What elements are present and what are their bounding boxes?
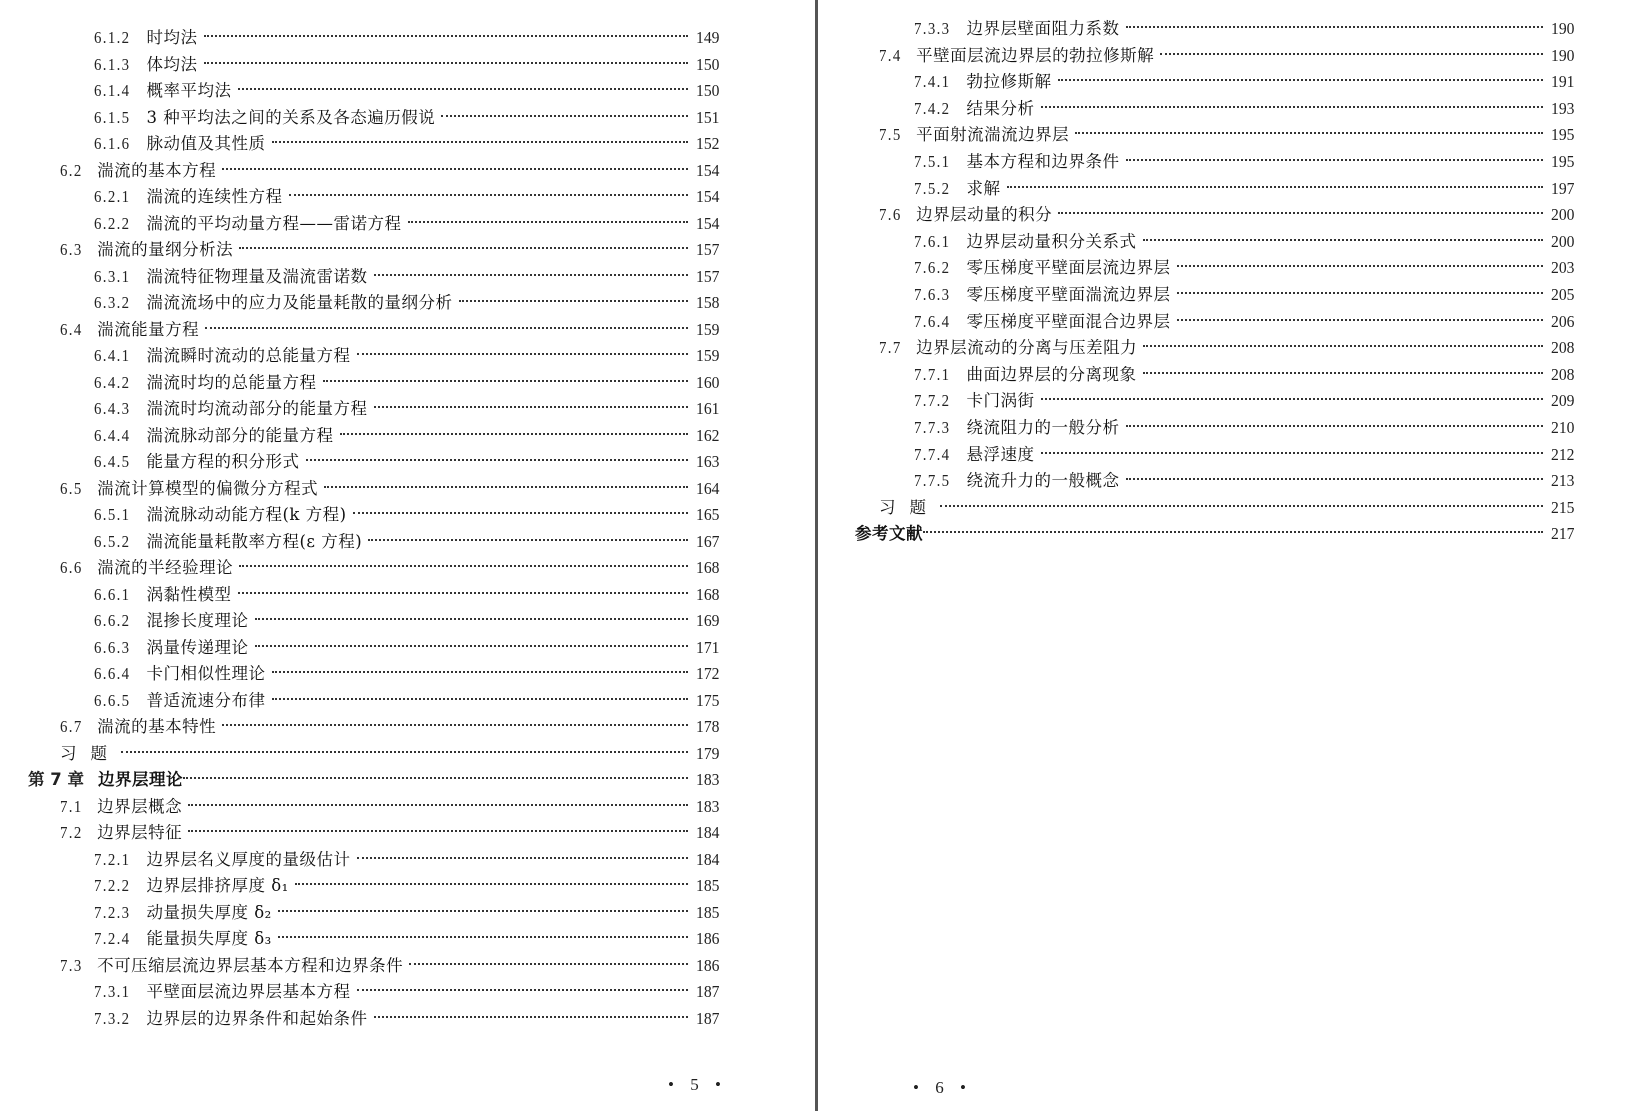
toc-entry-page-number: 158: [696, 293, 720, 312]
toc-entry-page-number: 208: [1551, 364, 1575, 384]
toc-entry-title: 绕流阻力的一般分析: [966, 418, 1120, 437]
toc-entry-title: 曲面边界层的分离现象: [966, 364, 1137, 384]
toc-entry-title: 湍流的连续性方程: [146, 187, 283, 206]
toc-entry[interactable]: [94, 583, 726, 607]
toc-entry-page-number: 159: [696, 346, 720, 365]
toc-entry[interactable]: [94, 132, 726, 156]
toc-entry-title: 湍流脉动部分的能量方程: [146, 425, 334, 445]
toc-entry[interactable]: [94, 980, 726, 1004]
dot-leader: [1075, 132, 1543, 134]
toc-entry[interactable]: [94, 636, 726, 660]
toc-entry[interactable]: [60, 954, 726, 978]
toc-entry-number: 7.3.2: [94, 1008, 131, 1028]
toc-entry-number: 7.2.4: [94, 929, 131, 948]
toc-entry-page-number: 160: [696, 372, 720, 392]
toc-entry-number: 6.6.2: [94, 611, 131, 630]
toc-page-left: [0, 0, 815, 1111]
toc-entry-title: 普适流速分布律: [146, 690, 266, 710]
toc-entry-title: 边界层壁面阻力系数: [966, 19, 1120, 38]
toc-entry[interactable]: [914, 469, 1581, 493]
dot-leader: [188, 830, 688, 832]
toc-entry-title: 混掺长度理论: [146, 611, 249, 630]
toc-entry[interactable]: [60, 318, 726, 342]
dot-leader: [204, 62, 689, 64]
toc-entry-page-number: 193: [1551, 98, 1575, 118]
toc-entry[interactable]: [60, 477, 726, 501]
toc-entry-page-number: 200: [1551, 205, 1575, 225]
toc-entry[interactable]: [914, 416, 1581, 440]
dot-leader: [188, 804, 688, 806]
dot-leader: [306, 459, 689, 461]
dot-leader: [1126, 425, 1544, 427]
toc-entry-title: 零压梯度平壁面湍流边界层: [966, 285, 1171, 304]
toc-entry-page-number: 185: [696, 876, 720, 895]
toc-entry-page-number: 184: [696, 823, 720, 842]
toc-entry[interactable]: [914, 283, 1581, 307]
toc-entry-number: 7.7.5: [914, 471, 951, 491]
toc-entry-title: 湍流脉动动能方程(k 方程): [146, 505, 347, 524]
toc-entry-page-number: 208: [1551, 338, 1575, 358]
toc-entry-number: 7.6.1: [914, 231, 951, 251]
toc-entry[interactable]: [94, 106, 726, 130]
toc-entry-title: 涡量传递理论: [146, 637, 249, 657]
toc-entry[interactable]: [94, 848, 726, 872]
dot-leader: [1160, 53, 1543, 55]
dot-leader: [323, 380, 689, 382]
dot-leader: [222, 724, 688, 726]
dot-leader: [368, 539, 688, 541]
toc-entry-page-number: 154: [696, 213, 720, 233]
toc-entry[interactable]: [94, 185, 726, 209]
toc-entry-number: 7.7: [879, 338, 902, 358]
toc-entry[interactable]: [914, 17, 1581, 41]
toc-entry-page-number: 168: [696, 558, 720, 577]
toc-entry-number: 6.3: [60, 240, 83, 259]
toc-entry-page-number: 186: [696, 929, 720, 948]
toc-entry-number: 6.5.1: [94, 505, 131, 524]
toc-entry-title: 卡门涡街: [966, 391, 1035, 411]
toc-entry[interactable]: [914, 177, 1581, 201]
toc-entry-title: 结果分析: [966, 98, 1035, 118]
toc-entry-title: 湍流时均的总能量方程: [146, 372, 317, 392]
toc-entry-title: 边界层排挤厚度 δ₁: [146, 876, 289, 895]
toc-entry-number: 6.2.1: [94, 187, 131, 206]
toc-entry-page-number: 212: [1551, 444, 1575, 464]
dot-leader: [1177, 319, 1544, 321]
toc-entry[interactable]: [879, 496, 1581, 520]
toc-entry[interactable]: [60, 715, 726, 739]
toc-entry-page-number: 191: [1551, 72, 1575, 92]
toc-entry-title: 求解: [966, 178, 1001, 198]
dot-leader: [1143, 239, 1544, 241]
dot-leader: [923, 531, 1543, 533]
toc-entry[interactable]: [94, 53, 726, 77]
toc-entry-page-number: 157: [696, 266, 720, 286]
toc-entry-title: 边界层名义厚度的量级估计: [146, 849, 351, 869]
toc-entry-title: 边界层动量积分关系式: [966, 231, 1137, 251]
toc-entry-number: 6.7: [60, 717, 83, 736]
toc-entry-number: 7.7.2: [914, 391, 951, 411]
toc-entry-number: 6.1.3: [94, 54, 131, 74]
toc-page-right: [817, 0, 1634, 1111]
toc-entry-page-number: 205: [1551, 285, 1575, 304]
toc-entry-number: 6.6.4: [94, 664, 131, 683]
dot-leader: [272, 141, 689, 143]
toc-entry-number: 6.4.5: [94, 452, 131, 471]
toc-entry-number: 6.3.1: [94, 266, 131, 286]
toc-entry[interactable]: [94, 212, 726, 236]
toc-entry-title: 湍流的半经验理论: [97, 558, 234, 577]
dot-leader: [1143, 372, 1544, 374]
dot-leader: [1007, 186, 1544, 188]
dot-leader: [278, 910, 688, 912]
toc-entry[interactable]: [914, 363, 1581, 387]
toc-entry[interactable]: [94, 26, 726, 50]
toc-entry-title: 边界层动量的积分: [916, 205, 1053, 225]
toc-entry-page-number: 195: [1551, 152, 1575, 171]
dot-leader: [239, 565, 688, 567]
toc-entry-number: 6.6.3: [94, 637, 131, 657]
toc-entry-number: 6.4.1: [94, 346, 131, 365]
toc-entry-page-number: 172: [696, 664, 720, 683]
toc-entry-page-number: 210: [1551, 418, 1575, 437]
dot-leader: [340, 433, 689, 435]
toc-entry-page-number: 162: [696, 425, 720, 445]
toc-entry[interactable]: [94, 450, 726, 474]
toc-entry-page-number: 186: [696, 955, 720, 975]
dot-leader: [940, 505, 1543, 507]
toc-entry-title: 基本方程和边界条件: [966, 152, 1120, 171]
toc-entry-page-number: 197: [1551, 178, 1575, 198]
toc-entry-page-number: 164: [696, 478, 720, 498]
toc-entry-title: 边界层特征: [97, 823, 183, 842]
toc-entry-page-number: 190: [1551, 19, 1575, 38]
toc-entry[interactable]: [914, 97, 1581, 121]
toc-entry-title: 动量损失厚度 δ₂: [146, 902, 272, 922]
toc-entry-page-number: 175: [696, 690, 720, 710]
dot-leader: [1126, 159, 1544, 161]
toc-entry-number: 6.6: [60, 558, 83, 577]
toc-entry-title: 脉动值及其性质: [146, 134, 266, 153]
toc-entry-page-number: 206: [1551, 311, 1575, 331]
toc-entry-page-number: 165: [696, 505, 720, 524]
toc-entry-number: 6.1.5: [94, 107, 131, 127]
toc-entry-page-number: 179: [696, 743, 720, 763]
toc-entry-title: 习题: [60, 743, 121, 763]
toc-entry-page-number: 185: [696, 902, 720, 922]
dot-leader: [408, 221, 689, 223]
dot-leader: [441, 115, 688, 117]
toc-entry-number: 7.7.1: [914, 364, 951, 384]
toc-entry-page-number: 203: [1551, 258, 1575, 278]
toc-entry[interactable]: [855, 522, 1581, 546]
toc-entry[interactable]: [94, 530, 726, 554]
toc-entry-title: 平壁面层流边界层的勃拉修斯解: [916, 45, 1155, 65]
dot-leader: [121, 751, 688, 753]
toc-entry[interactable]: [60, 795, 726, 819]
toc-entry-title: 平壁面层流边界层基本方程: [146, 982, 351, 1001]
dot-leader: [459, 300, 689, 302]
toc-entry-title: 湍流流场中的应力及能量耗散的量纲分析: [146, 293, 453, 312]
toc-entry-title: 3 种平均法之间的关系及各态遍历假说: [146, 107, 436, 127]
toc-entry[interactable]: [879, 336, 1581, 360]
toc-entry-number: 7.7.4: [914, 444, 951, 464]
dot-leader: [324, 486, 688, 488]
toc-entry[interactable]: [879, 123, 1581, 147]
toc-entry-title: 参考文献: [855, 524, 923, 544]
dot-leader: [255, 618, 689, 620]
toc-entry-page-number: 213: [1551, 471, 1575, 491]
toc-entry-number: 7.2.1: [94, 849, 131, 869]
toc-entry-number: 6.6.1: [94, 584, 131, 604]
dot-leader: [1177, 265, 1544, 267]
toc-entry-title: 能量损失厚度 δ₃: [146, 929, 272, 948]
toc-entry-page-number: 190: [1551, 45, 1575, 65]
toc-entry-title: 平面射流湍流边界层: [916, 125, 1070, 145]
toc-entry[interactable]: [94, 689, 726, 713]
dot-leader: [357, 857, 689, 859]
toc-entry-number: 6.6.5: [94, 690, 131, 710]
toc-entry-title: 湍流的平均动量方程——雷诺方程: [146, 213, 402, 233]
toc-entry-title: 边界层概念: [97, 796, 183, 816]
toc-entry-page-number: 159: [696, 319, 720, 339]
toc-entry-number: 6.5: [60, 478, 83, 498]
toc-entry[interactable]: [94, 424, 726, 448]
dot-leader: [289, 194, 689, 196]
dot-leader: [374, 1016, 689, 1018]
toc-entry-title: 湍流的基本特性: [97, 717, 217, 736]
toc-entry-page-number: 150: [696, 81, 720, 100]
toc-entry[interactable]: [914, 310, 1581, 334]
toc-entry-page-number: 151: [696, 107, 720, 127]
toc-entry-number: 7.4.2: [914, 98, 951, 118]
toc-entry-number: 7.6: [879, 205, 902, 225]
dot-leader: [357, 353, 689, 355]
toc-entry[interactable]: [94, 397, 726, 421]
dot-leader: [1041, 106, 1544, 108]
dot-leader: [409, 963, 688, 965]
dot-leader: [238, 88, 689, 90]
dot-leader: [272, 698, 689, 700]
toc-entry[interactable]: [94, 291, 726, 315]
toc-entry-title: 体均法: [146, 54, 198, 74]
toc-entry-title: 湍流时均流动部分的能量方程: [146, 399, 368, 418]
toc-entry[interactable]: [914, 230, 1581, 254]
toc-entry[interactable]: [94, 927, 726, 951]
toc-entry-page-number: 200: [1551, 231, 1575, 251]
toc-entry-page-number: 150: [696, 54, 720, 74]
dot-leader: [204, 35, 689, 37]
toc-entry[interactable]: [60, 821, 726, 845]
toc-entry[interactable]: [28, 768, 726, 792]
toc-entry-number: 6.5.2: [94, 531, 131, 551]
toc-entry-number: 6.3.2: [94, 293, 131, 312]
toc-entry-title: 边界层理论: [97, 770, 183, 789]
dot-leader: [1041, 398, 1544, 400]
toc-entry[interactable]: [879, 44, 1581, 68]
toc-entry-title: 零压梯度平壁面混合边界层: [966, 311, 1171, 331]
toc-entry-title: 湍流瞬时流动的总能量方程: [146, 346, 351, 365]
toc-entry[interactable]: [879, 203, 1581, 227]
toc-entry-page-number: 215: [1551, 497, 1575, 517]
toc-entry-number: 7.6.2: [914, 258, 951, 278]
toc-entry[interactable]: [94, 79, 726, 103]
toc-entry-number: 7.2.2: [94, 876, 131, 895]
toc-entry-page-number: 187: [696, 982, 720, 1001]
toc-entry-title: 湍流能量耗散率方程(ε 方程): [146, 531, 363, 551]
toc-entry-title: 卡门相似性理论: [146, 664, 266, 683]
toc-entry[interactable]: [914, 150, 1581, 174]
toc-entry-number: 7.2: [60, 823, 83, 842]
toc-entry-title: 零压梯度平壁面层流边界层: [966, 258, 1171, 278]
dot-leader: [357, 989, 689, 991]
toc-entry-title: 涡黏性模型: [146, 584, 232, 604]
dot-leader: [222, 168, 688, 170]
dot-leader: [183, 777, 688, 779]
toc-entry-number: 7.2.3: [94, 902, 131, 922]
toc-entry-title: 概率平均法: [146, 81, 232, 100]
page-number-footer-right: • 6 •: [913, 1078, 972, 1097]
toc-entry-page-number: 183: [696, 796, 720, 816]
toc-entry[interactable]: [60, 238, 726, 262]
toc-entry[interactable]: [94, 265, 726, 289]
toc-entry[interactable]: [60, 742, 726, 766]
toc-entry-page-number: 163: [696, 452, 720, 471]
toc-entry-title: 勃拉修斯解: [966, 72, 1052, 92]
toc-entry-page-number: 178: [696, 717, 720, 736]
toc-entry-page-number: 168: [696, 584, 720, 604]
toc-entry-page-number: 183: [696, 770, 720, 789]
toc-entry[interactable]: [914, 70, 1581, 94]
toc-entry-number: 7.4.1: [914, 72, 951, 92]
toc-entry-title: 能量方程的积分形式: [146, 452, 300, 471]
toc-entry[interactable]: [94, 874, 726, 898]
toc-entry-page-number: 161: [696, 399, 720, 418]
toc-entry[interactable]: [914, 256, 1581, 280]
toc-entry-title: 湍流能量方程: [97, 319, 200, 339]
toc-entry-number: 6.4.4: [94, 425, 131, 445]
toc-entry-number: 7.3.1: [94, 982, 131, 1001]
toc-entry-number: 第 7 章: [28, 770, 84, 789]
toc-entry-number: 7.5.2: [914, 178, 951, 198]
toc-entry-page-number: 154: [696, 160, 720, 180]
toc-entry[interactable]: [60, 159, 726, 183]
toc-entry-number: 7.3.3: [914, 19, 951, 38]
dot-leader: [1058, 212, 1543, 214]
toc-entry[interactable]: [94, 503, 726, 527]
dot-leader: [353, 512, 688, 514]
toc-entry-number: 7.5: [879, 125, 902, 145]
dot-leader: [1126, 478, 1544, 480]
toc-entry[interactable]: [94, 662, 726, 686]
toc-entry-number: 7.6.3: [914, 285, 951, 304]
dot-leader: [1177, 292, 1544, 294]
toc-entry-title: 不可压缩层流边界层基本方程和边界条件: [97, 955, 404, 975]
toc-entry[interactable]: [914, 443, 1581, 467]
toc-entry-title: 湍流的量纲分析法: [97, 240, 234, 259]
toc-entry-number: 6.4: [60, 319, 83, 339]
dot-leader: [295, 883, 688, 885]
toc-entry-page-number: 195: [1551, 125, 1575, 145]
toc-entry-page-number: 152: [696, 134, 720, 153]
dot-leader: [1126, 26, 1544, 28]
toc-entry-page-number: 154: [696, 187, 720, 206]
toc-entry-title: 边界层的边界条件和起始条件: [146, 1008, 368, 1028]
toc-entry-title: 习题: [879, 497, 940, 517]
dot-leader: [1143, 345, 1543, 347]
toc-entry[interactable]: [94, 609, 726, 633]
toc-entry-number: 7.7.3: [914, 418, 951, 437]
dot-leader: [374, 406, 689, 408]
toc-entry-number: 7.5.1: [914, 152, 951, 171]
dot-leader: [1041, 452, 1544, 454]
toc-entry-number: 7.4: [879, 45, 902, 65]
dot-leader: [238, 592, 689, 594]
page-number-footer-left: • 5 •: [668, 1075, 727, 1094]
toc-entry-number: 6.2: [60, 160, 83, 180]
toc-entry-page-number: 217: [1551, 524, 1575, 544]
toc-entry[interactable]: [60, 556, 726, 580]
dot-leader: [1058, 79, 1544, 81]
toc-entry-number: 6.4.2: [94, 372, 131, 392]
dot-leader: [374, 274, 689, 276]
dot-leader: [205, 327, 688, 329]
toc-entry[interactable]: [94, 344, 726, 368]
dot-leader: [278, 936, 688, 938]
toc-entry-number: 6.1.2: [94, 28, 131, 47]
toc-entry-title: 湍流的基本方程: [97, 160, 217, 180]
toc-entry-title: 湍流计算模型的偏微分方程式: [97, 478, 319, 498]
toc-entry-page-number: 187: [696, 1008, 720, 1028]
toc-entry[interactable]: [94, 901, 726, 925]
toc-entry-page-number: 169: [696, 611, 720, 630]
toc-entry-title: 绕流升力的一般概念: [966, 471, 1120, 491]
toc-entry[interactable]: [914, 389, 1581, 413]
toc-entry-title: 湍流特征物理量及湍流雷诺数: [146, 266, 368, 286]
toc-entry-number: 6.1.4: [94, 81, 131, 100]
toc-entry-number: 7.3: [60, 955, 83, 975]
toc-entry-number: 6.4.3: [94, 399, 131, 418]
toc-entry-title: 悬浮速度: [966, 444, 1035, 464]
toc-entry[interactable]: [94, 1007, 726, 1031]
toc-entry-number: 7.1: [60, 796, 83, 816]
toc-entry-page-number: 209: [1551, 391, 1575, 411]
toc-entry-title: 时均法: [146, 28, 198, 47]
toc-entry-page-number: 149: [696, 28, 720, 47]
toc-entry-number: 7.6.4: [914, 311, 951, 331]
dot-leader: [255, 645, 689, 647]
toc-entry-number: 6.1.6: [94, 134, 131, 153]
toc-entry[interactable]: [94, 371, 726, 395]
toc-entry-page-number: 184: [696, 849, 720, 869]
toc-entry-page-number: 157: [696, 240, 720, 259]
dot-leader: [239, 247, 688, 249]
dot-leader: [272, 671, 689, 673]
toc-entry-number: 6.2.2: [94, 213, 131, 233]
toc-entry-title: 边界层流动的分离与压差阻力: [916, 338, 1138, 358]
toc-entry-page-number: 171: [696, 637, 720, 657]
toc-entry-page-number: 167: [696, 531, 720, 551]
